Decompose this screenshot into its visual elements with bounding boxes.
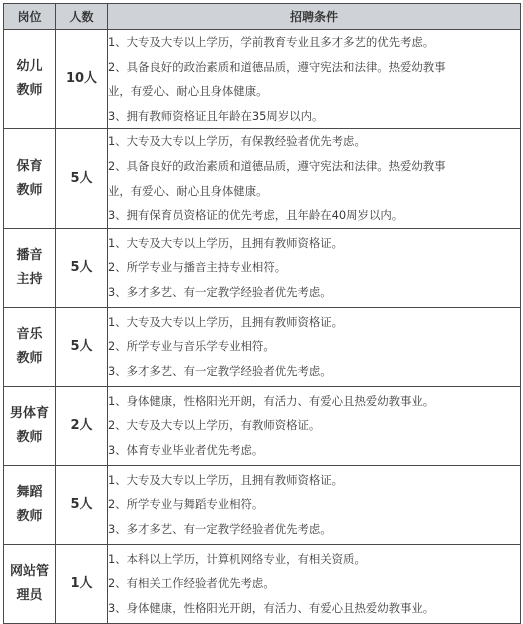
position-line: 教师 bbox=[16, 182, 43, 198]
conditions-cell bbox=[108, 129, 521, 228]
position-cell bbox=[4, 228, 56, 307]
count-cell: 2人 bbox=[56, 386, 108, 465]
position-line: 教师 bbox=[16, 350, 43, 366]
position-cell bbox=[4, 386, 56, 465]
count-cell: 5人 bbox=[56, 228, 108, 307]
position-cell bbox=[4, 129, 56, 228]
table-row bbox=[4, 386, 521, 465]
conditions-cell bbox=[108, 30, 521, 129]
count-cell: 5人 bbox=[56, 465, 108, 544]
position-line: 舞蹈 bbox=[16, 484, 43, 500]
condition-line: 业，有爱心、耐心且身体健康。 bbox=[108, 84, 268, 99]
table-row bbox=[4, 30, 521, 129]
position-line: 保育 bbox=[16, 158, 43, 174]
table-row bbox=[4, 228, 521, 307]
condition-line: 3、多才多艺、有一定教学经验者优先考虑。 bbox=[108, 364, 332, 379]
position-line: 教师 bbox=[16, 83, 43, 99]
header-count: 人数 bbox=[56, 4, 108, 30]
condition-line: 2、大专及大专以上学历，有教师资格证。 bbox=[108, 418, 321, 433]
position-line: 音乐 bbox=[16, 326, 43, 342]
condition-line: 1、大专及大专以上学历，且拥有教师资格证。 bbox=[108, 472, 344, 487]
table-header-row bbox=[4, 4, 521, 30]
condition-line: 1、大专及大专以上学历，学前教育专业且多才多艺的优先考虑。 bbox=[108, 35, 435, 49]
recruitment-table bbox=[3, 3, 521, 624]
position-line: 教师 bbox=[16, 508, 43, 524]
position-cell bbox=[4, 465, 56, 544]
condition-line: 3、拥有保育员资格证的优先考虑，且年龄在40周岁以内。 bbox=[108, 208, 404, 223]
position-line: 幼儿 bbox=[16, 59, 43, 75]
count-cell: 5人 bbox=[56, 307, 108, 386]
condition-line: 3、拥有教师资格证且年龄在35周岁以内。 bbox=[108, 108, 324, 123]
condition-line: 1、大专及大专以上学历，且拥有教师资格证。 bbox=[108, 314, 344, 329]
conditions-cell bbox=[108, 307, 521, 386]
position-line: 教师 bbox=[16, 429, 43, 445]
condition-line: 2、所学专业与播音主持专业相符。 bbox=[108, 260, 287, 275]
position-cell bbox=[4, 30, 56, 129]
condition-line: 2、所学专业与舞蹈专业相符。 bbox=[108, 497, 264, 512]
header-position: 岗位 bbox=[4, 4, 56, 30]
condition-line: 1、大专及大专以上学历，且拥有教师资格证。 bbox=[108, 235, 344, 250]
condition-line: 2、有相关工作经验者优先考虑。 bbox=[108, 576, 275, 591]
condition-line: 2、具备良好的政治素质和道德品质，遵守宪法和法律。热爱幼教事 bbox=[108, 158, 446, 173]
table-row bbox=[4, 465, 521, 544]
position-cell bbox=[4, 544, 56, 623]
conditions-cell bbox=[108, 228, 521, 307]
header-conditions: 招聘条件 bbox=[108, 4, 521, 30]
conditions-cell bbox=[108, 386, 521, 465]
position-line: 主持 bbox=[16, 271, 43, 287]
condition-line: 3、体育专业毕业者优先考虑。 bbox=[108, 443, 264, 458]
position-line: 网站管 bbox=[9, 563, 49, 579]
position-cell bbox=[4, 307, 56, 386]
condition-line: 3、身体健康，性格阳光开朗，有活力、有爱心且热爱幼教事业。 bbox=[108, 601, 435, 616]
position-line: 播音 bbox=[16, 247, 43, 263]
position-line: 男体育 bbox=[9, 405, 49, 421]
table-row bbox=[4, 544, 521, 623]
condition-line: 2、具备良好的政治素质和道德品质，遵守宪法和法律。热爱幼教事 bbox=[108, 59, 446, 74]
condition-line: 3、多才多艺、有一定教学经验者优先考虑。 bbox=[108, 285, 332, 300]
count-cell: 1人 bbox=[56, 544, 108, 623]
count-cell: 5人 bbox=[56, 129, 108, 228]
condition-line: 业，有爱心、耐心且身体健康。 bbox=[108, 183, 268, 198]
position-line: 理员 bbox=[16, 587, 43, 603]
count-cell: 10人 bbox=[56, 30, 108, 129]
condition-line: 2、所学专业与音乐学专业相符。 bbox=[108, 339, 275, 354]
condition-line: 3、多才多艺、有一定教学经验者优先考虑。 bbox=[108, 522, 332, 537]
conditions-cell bbox=[108, 465, 521, 544]
condition-line: 1、大专及大专以上学历，有保教经验者优先考虑。 bbox=[108, 134, 366, 149]
condition-line: 1、本科以上学历，计算机网络专业，有相关资质。 bbox=[108, 551, 366, 566]
conditions-cell bbox=[108, 544, 521, 623]
condition-line: 1、身体健康，性格阳光开朗，有活力、有爱心且热爱幼教事业。 bbox=[108, 393, 435, 408]
table-row bbox=[4, 129, 521, 228]
table-row bbox=[4, 307, 521, 386]
